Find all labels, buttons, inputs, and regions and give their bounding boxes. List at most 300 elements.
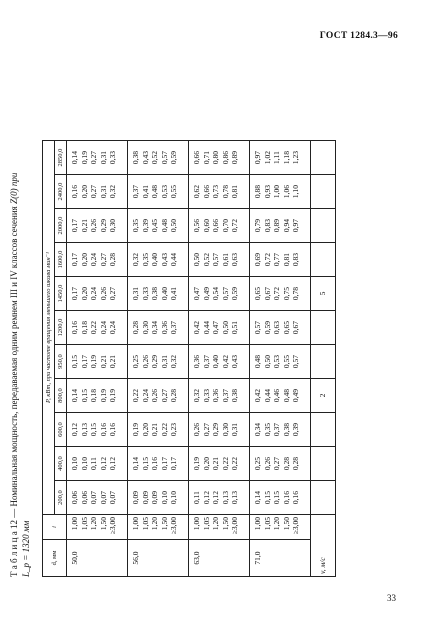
power-value: 0,31 <box>131 286 140 301</box>
ratio-value: 1,00 <box>131 517 140 531</box>
power-value: 0,42 <box>220 354 230 369</box>
power-value: 0,61 <box>220 252 230 267</box>
table-row <box>189 141 250 577</box>
power-value: 0,45 <box>150 218 160 233</box>
power-value: 1,23 <box>291 150 301 165</box>
ratio-value: 1,20 <box>89 517 99 531</box>
power-value: 0,53 <box>159 184 169 199</box>
power-value: 0,13 <box>220 490 230 505</box>
power-value: 1,10 <box>291 184 301 199</box>
power-value: 0,12 <box>201 490 211 505</box>
ratio-cell <box>250 515 311 540</box>
power-value: 0,72 <box>272 286 282 301</box>
power-value: 0,86 <box>220 150 230 165</box>
ratio-value: 1,50 <box>159 517 169 531</box>
power-value: 0,28 <box>169 388 179 403</box>
power-value: 0,35 <box>140 252 150 267</box>
diameter-cell: 56,0 <box>128 540 189 577</box>
power-value: 0,43 <box>230 354 240 369</box>
power-cell <box>189 141 250 175</box>
power-value: 0,23 <box>169 422 179 437</box>
power-value: 0,63 <box>272 320 282 335</box>
power-value: 0,53 <box>272 354 282 369</box>
power-value: 0,17 <box>70 252 79 267</box>
power-value: 0,80 <box>211 150 221 165</box>
power-value: 0,16 <box>108 422 118 437</box>
ratio-value: 1,00 <box>192 517 201 531</box>
power-value: 0,57 <box>159 150 169 165</box>
power-value: 0,35 <box>131 218 140 233</box>
rpm-header-row <box>55 141 67 577</box>
power-value: 0,36 <box>211 388 221 403</box>
speed-label: v, м/с <box>311 515 336 577</box>
power-value: 0,27 <box>159 388 169 403</box>
speed-mark-2: 2 <box>311 379 336 413</box>
caption-line2: L_p = 1320 мм <box>21 520 31 577</box>
power-value: 0,28 <box>281 456 291 471</box>
power-value: 0,38 <box>131 150 140 165</box>
caption-line1: Т а б л и ц а 12 — Номинальная мощность, передаваемая одним ремнем III и IV классов сечения <box>9 206 19 577</box>
power-value: 0,65 <box>253 286 262 301</box>
power-value: 0,25 <box>131 354 140 369</box>
power-cell <box>128 141 189 175</box>
power-value: 0,15 <box>272 490 282 505</box>
power-cell <box>67 481 128 515</box>
power-value: 0,54 <box>211 286 221 301</box>
power-value: 0,94 <box>281 218 291 233</box>
power-value: 0,06 <box>79 490 89 505</box>
power-value: 0,48 <box>159 218 169 233</box>
speed-empty-cell <box>311 311 336 345</box>
power-value: 0,27 <box>89 150 99 165</box>
power-value: 0,55 <box>169 184 179 199</box>
power-cell <box>67 379 128 413</box>
power-value: 0,48 <box>253 354 262 369</box>
power-value: 0,89 <box>230 150 240 165</box>
power-value: 0,30 <box>140 320 150 335</box>
power-value: 0,13 <box>79 422 89 437</box>
power-value: 0,40 <box>150 252 160 267</box>
power-value: 0,39 <box>291 422 301 437</box>
power-value: 0,37 <box>201 354 211 369</box>
power-value: 0,32 <box>108 184 118 199</box>
power-value: 0,43 <box>159 252 169 267</box>
power-value: 0,63 <box>230 252 240 267</box>
ratio-cell <box>189 515 250 540</box>
power-value: 0,50 <box>192 252 201 267</box>
ratio-value: 1,20 <box>272 517 282 531</box>
power-cell <box>250 175 311 209</box>
power-value: 0,27 <box>272 456 282 471</box>
power-value: 0,32 <box>131 252 140 267</box>
power-value: 0,88 <box>253 184 262 199</box>
power-value: 0,42 <box>192 320 201 335</box>
ratio-cell <box>67 515 128 540</box>
power-value: 0,83 <box>262 218 272 233</box>
power-value: 0,10 <box>169 490 179 505</box>
power-value: 1,11 <box>272 151 282 164</box>
power-cell <box>128 311 189 345</box>
rpm-header-cell: 1200,0 <box>55 311 67 345</box>
power-cell <box>250 379 311 413</box>
power-value: 0,26 <box>98 286 108 301</box>
standard-header: ГОСТ 1284.3—96 <box>319 31 398 41</box>
power-value: 0,41 <box>169 286 179 301</box>
power-value: 0,20 <box>79 286 89 301</box>
speed-empty-cell <box>311 481 336 515</box>
power-cell <box>189 311 250 345</box>
power-cell <box>250 481 311 515</box>
col-header-i: i <box>43 515 67 540</box>
power-value: 0,17 <box>79 354 89 369</box>
power-cell <box>67 311 128 345</box>
power-value: 0,93 <box>262 184 272 199</box>
rpm-header-cell: 400,0 <box>55 447 67 481</box>
ratio-value: 1,20 <box>211 517 221 531</box>
power-value: 0,47 <box>192 286 201 301</box>
power-value: 0,57 <box>220 286 230 301</box>
power-value: 0,81 <box>281 252 291 267</box>
power-value: 0,75 <box>281 286 291 301</box>
power-value: 0,10 <box>70 456 79 471</box>
ratio-value: 1,50 <box>220 517 230 531</box>
power-value: 0,28 <box>108 252 118 267</box>
table-row <box>67 141 128 577</box>
power-value: 0,27 <box>108 286 118 301</box>
power-cell <box>128 209 189 243</box>
power-cell <box>128 345 189 379</box>
power-value: 0,27 <box>201 422 211 437</box>
power-value: 0,44 <box>201 320 211 335</box>
power-value: 0,40 <box>211 354 221 369</box>
power-value: 0,21 <box>211 456 221 471</box>
power-value: 0,24 <box>89 286 99 301</box>
power-value: 0,62 <box>192 184 201 199</box>
power-value: 0,14 <box>253 490 262 505</box>
power-value: 0,83 <box>291 252 301 267</box>
power-value: 0,59 <box>230 286 240 301</box>
power-value: 0,21 <box>150 422 160 437</box>
power-value: 0,22 <box>89 320 99 335</box>
rpm-header-cell: 800,0 <box>55 379 67 413</box>
power-value: 0,48 <box>150 184 160 199</box>
power-value: 0,37 <box>169 320 179 335</box>
power-cell <box>67 175 128 209</box>
speed-empty-cell <box>311 243 336 277</box>
power-value: 0,10 <box>159 490 169 505</box>
power-value: 0,31 <box>159 354 169 369</box>
power-value: 0,22 <box>131 388 140 403</box>
power-value: 0,27 <box>89 184 99 199</box>
power-value: 0,79 <box>253 218 262 233</box>
power-value: 0,22 <box>220 456 230 471</box>
power-value: 0,47 <box>211 320 221 335</box>
ratio-value: 1,05 <box>262 517 272 531</box>
rpm-header-cell: 2000,0 <box>55 209 67 243</box>
power-value: 0,07 <box>98 490 108 505</box>
power-value: 0,24 <box>140 388 150 403</box>
power-cell <box>189 379 250 413</box>
rpm-header-cell: 1450,0 <box>55 277 67 311</box>
power-value: 0,11 <box>192 491 201 504</box>
power-cell <box>189 345 250 379</box>
speed-mark-5: 5 <box>311 277 336 311</box>
power-value: 0,38 <box>281 422 291 437</box>
power-value: 0,07 <box>108 490 118 505</box>
power-value: 0,81 <box>230 184 240 199</box>
power-value: 0,16 <box>281 490 291 505</box>
power-value: 0,32 <box>192 388 201 403</box>
power-value: 0,18 <box>89 388 99 403</box>
power-value: 0,33 <box>201 388 211 403</box>
power-value: 0,49 <box>291 388 301 403</box>
power-value: 0,14 <box>70 388 79 403</box>
power-value: 0,16 <box>291 490 301 505</box>
power-value: 0,20 <box>79 184 89 199</box>
power-value: 0,29 <box>98 218 108 233</box>
power-cell <box>189 413 250 447</box>
power-cell <box>128 481 189 515</box>
power-value: 0,57 <box>211 252 221 267</box>
power-value: 0,26 <box>140 354 150 369</box>
power-value: 0,30 <box>108 218 118 233</box>
power-value: 0,51 <box>230 320 240 335</box>
power-value: 0,26 <box>192 422 201 437</box>
power-value: 0,19 <box>98 388 108 403</box>
power-value: 0,15 <box>89 422 99 437</box>
power-value: 0,69 <box>253 252 262 267</box>
caption-line1-suffix: Z(0) при <box>9 172 19 204</box>
power-value: 0,12 <box>108 456 118 471</box>
power-value: 0,17 <box>169 456 179 471</box>
power-cell <box>128 379 189 413</box>
power-cell <box>250 209 311 243</box>
power-value: 0,28 <box>291 456 301 471</box>
power-table <box>42 140 336 577</box>
power-value: 0,42 <box>253 388 262 403</box>
power-cell <box>250 243 311 277</box>
power-value: 1,00 <box>272 184 282 199</box>
power-value: 0,24 <box>89 252 99 267</box>
power-value: 0,67 <box>291 320 301 335</box>
power-value: 0,57 <box>253 320 262 335</box>
power-value: 0,78 <box>291 286 301 301</box>
col-header-d: d, мм <box>43 540 67 577</box>
power-value: 0,52 <box>201 252 211 267</box>
power-value: 0,29 <box>150 354 160 369</box>
power-value: 0,20 <box>201 456 211 471</box>
power-cell <box>189 277 250 311</box>
power-cell <box>128 447 189 481</box>
power-value: 0,09 <box>150 490 160 505</box>
power-value: 0,66 <box>211 218 221 233</box>
power-value: 0,77 <box>272 252 282 267</box>
col-header-power: P, кВт, при частоте вращения меньшего шкива мин⁻¹ <box>43 141 55 515</box>
ratio-value: 1,05 <box>201 517 211 531</box>
power-value: 0,31 <box>98 150 108 165</box>
rpm-header-cell: 950,0 <box>55 345 67 379</box>
ratio-value: ≥3,00 <box>108 517 118 535</box>
power-value: 0,59 <box>169 150 179 165</box>
power-value: 0,43 <box>140 150 150 165</box>
power-value: 0,34 <box>150 320 160 335</box>
power-value: 0,97 <box>291 218 301 233</box>
power-cell <box>250 141 311 175</box>
power-value: 0,41 <box>140 184 150 199</box>
power-value: 1,02 <box>262 150 272 165</box>
power-value: 0,17 <box>70 218 79 233</box>
rpm-header-cell: 1600,0 <box>55 243 67 277</box>
power-cell <box>250 413 311 447</box>
power-value: 0,67 <box>262 286 272 301</box>
power-value: 0,14 <box>131 456 140 471</box>
power-value: 0,26 <box>89 218 99 233</box>
power-value: 0,17 <box>70 286 79 301</box>
power-cell <box>189 481 250 515</box>
power-value: 0,56 <box>192 218 201 233</box>
power-value: 0,18 <box>79 320 89 335</box>
power-cell <box>67 243 128 277</box>
ratio-value: 1,00 <box>253 517 262 531</box>
power-value: 0,11 <box>89 457 99 470</box>
power-cell <box>67 277 128 311</box>
power-value: 0,19 <box>79 150 89 165</box>
power-value: 0,60 <box>201 218 211 233</box>
power-value: 0,44 <box>169 252 179 267</box>
power-cell <box>189 175 250 209</box>
table-caption <box>8 47 32 577</box>
power-value: 0,22 <box>230 456 240 471</box>
power-value: 0,12 <box>70 422 79 437</box>
rotated-table-block <box>8 47 368 577</box>
power-value: 0,57 <box>291 354 301 369</box>
power-value: 0,26 <box>262 456 272 471</box>
power-value: 0,27 <box>98 252 108 267</box>
power-cell <box>67 413 128 447</box>
power-cell <box>67 345 128 379</box>
power-cell <box>67 141 128 175</box>
power-value: 0,15 <box>79 388 89 403</box>
power-value: 0,09 <box>131 490 140 505</box>
ratio-value: 1,05 <box>79 517 89 531</box>
power-value: 0,16 <box>150 456 160 471</box>
power-cell <box>250 311 311 345</box>
power-value: 0,40 <box>159 286 169 301</box>
power-value: 0,32 <box>169 354 179 369</box>
power-value: 0,44 <box>262 388 272 403</box>
power-value: 0,36 <box>192 354 201 369</box>
speed-empty-cell <box>311 447 336 481</box>
power-cell <box>250 277 311 311</box>
rpm-header-cell: 200,0 <box>55 481 67 515</box>
power-value: 0,20 <box>79 252 89 267</box>
power-value: 0,37 <box>272 422 282 437</box>
power-value: 0,17 <box>159 456 169 471</box>
power-value: 0,65 <box>281 320 291 335</box>
power-value: 0,24 <box>108 320 118 335</box>
power-cell <box>189 243 250 277</box>
power-value: 0,15 <box>70 354 79 369</box>
power-cell <box>67 447 128 481</box>
power-value: 0,21 <box>108 354 118 369</box>
power-cell <box>128 277 189 311</box>
power-value: 0,36 <box>159 320 169 335</box>
power-cell <box>128 413 189 447</box>
ratio-value: 1,50 <box>98 517 108 531</box>
power-value: 0,12 <box>211 490 221 505</box>
table-header-row <box>43 141 55 577</box>
power-value: 0,28 <box>131 320 140 335</box>
power-value: 0,59 <box>262 320 272 335</box>
power-value: 0,72 <box>262 252 272 267</box>
power-value: 0,50 <box>262 354 272 369</box>
ratio-value: ≥3,00 <box>291 517 301 535</box>
speed-row <box>311 141 336 577</box>
power-value: 0,37 <box>131 184 140 199</box>
power-value: 0,19 <box>192 456 201 471</box>
power-value: 0,66 <box>201 184 211 199</box>
power-value: 0,16 <box>70 320 79 335</box>
power-cell <box>189 209 250 243</box>
power-value: 0,26 <box>150 388 160 403</box>
power-value: 0,20 <box>140 422 150 437</box>
speed-empty-cell <box>311 141 336 175</box>
diameter-cell: 63,0 <box>189 540 250 577</box>
power-value: 0,29 <box>211 422 221 437</box>
speed-empty-cell <box>311 345 336 379</box>
power-value: 0,19 <box>108 388 118 403</box>
power-value: 0,12 <box>98 456 108 471</box>
power-value: 0,49 <box>201 286 211 301</box>
power-value: 0,38 <box>230 388 240 403</box>
power-cell <box>128 175 189 209</box>
power-cell <box>128 243 189 277</box>
power-value: 0,70 <box>220 218 230 233</box>
rpm-header-cell: 2850,0 <box>55 141 67 175</box>
power-value: 0,38 <box>150 286 160 301</box>
power-cell <box>250 345 311 379</box>
rpm-header-cell: 2400,0 <box>55 175 67 209</box>
power-value: 0,10 <box>79 456 89 471</box>
power-value: 0,72 <box>230 218 240 233</box>
power-value: 0,14 <box>70 150 79 165</box>
power-value: 0,19 <box>131 422 140 437</box>
power-value: 0,13 <box>230 490 240 505</box>
power-value: 0,21 <box>79 218 89 233</box>
power-value: 0,24 <box>98 320 108 335</box>
rpm-header-cell: 600,0 <box>55 413 67 447</box>
power-value: 0,21 <box>98 354 108 369</box>
power-value: 1,18 <box>281 150 291 165</box>
ratio-value: 1,20 <box>150 517 160 531</box>
power-value: 1,06 <box>281 184 291 199</box>
ratio-value: 1,00 <box>70 517 79 531</box>
power-value: 0,46 <box>272 388 282 403</box>
power-value: 0,35 <box>262 422 272 437</box>
power-value: 0,48 <box>281 388 291 403</box>
power-value: 0,73 <box>211 184 221 199</box>
diameter-cell: 50,0 <box>67 540 128 577</box>
power-value: 0,33 <box>108 150 118 165</box>
table-row <box>250 141 311 577</box>
ratio-value: ≥3,00 <box>230 517 240 535</box>
power-value: 0,07 <box>89 490 99 505</box>
power-value: 0,78 <box>220 184 230 199</box>
speed-empty-cell <box>311 413 336 447</box>
power-value: 0,52 <box>150 150 160 165</box>
power-value: 0,37 <box>220 388 230 403</box>
page-number: 33 <box>387 593 396 603</box>
